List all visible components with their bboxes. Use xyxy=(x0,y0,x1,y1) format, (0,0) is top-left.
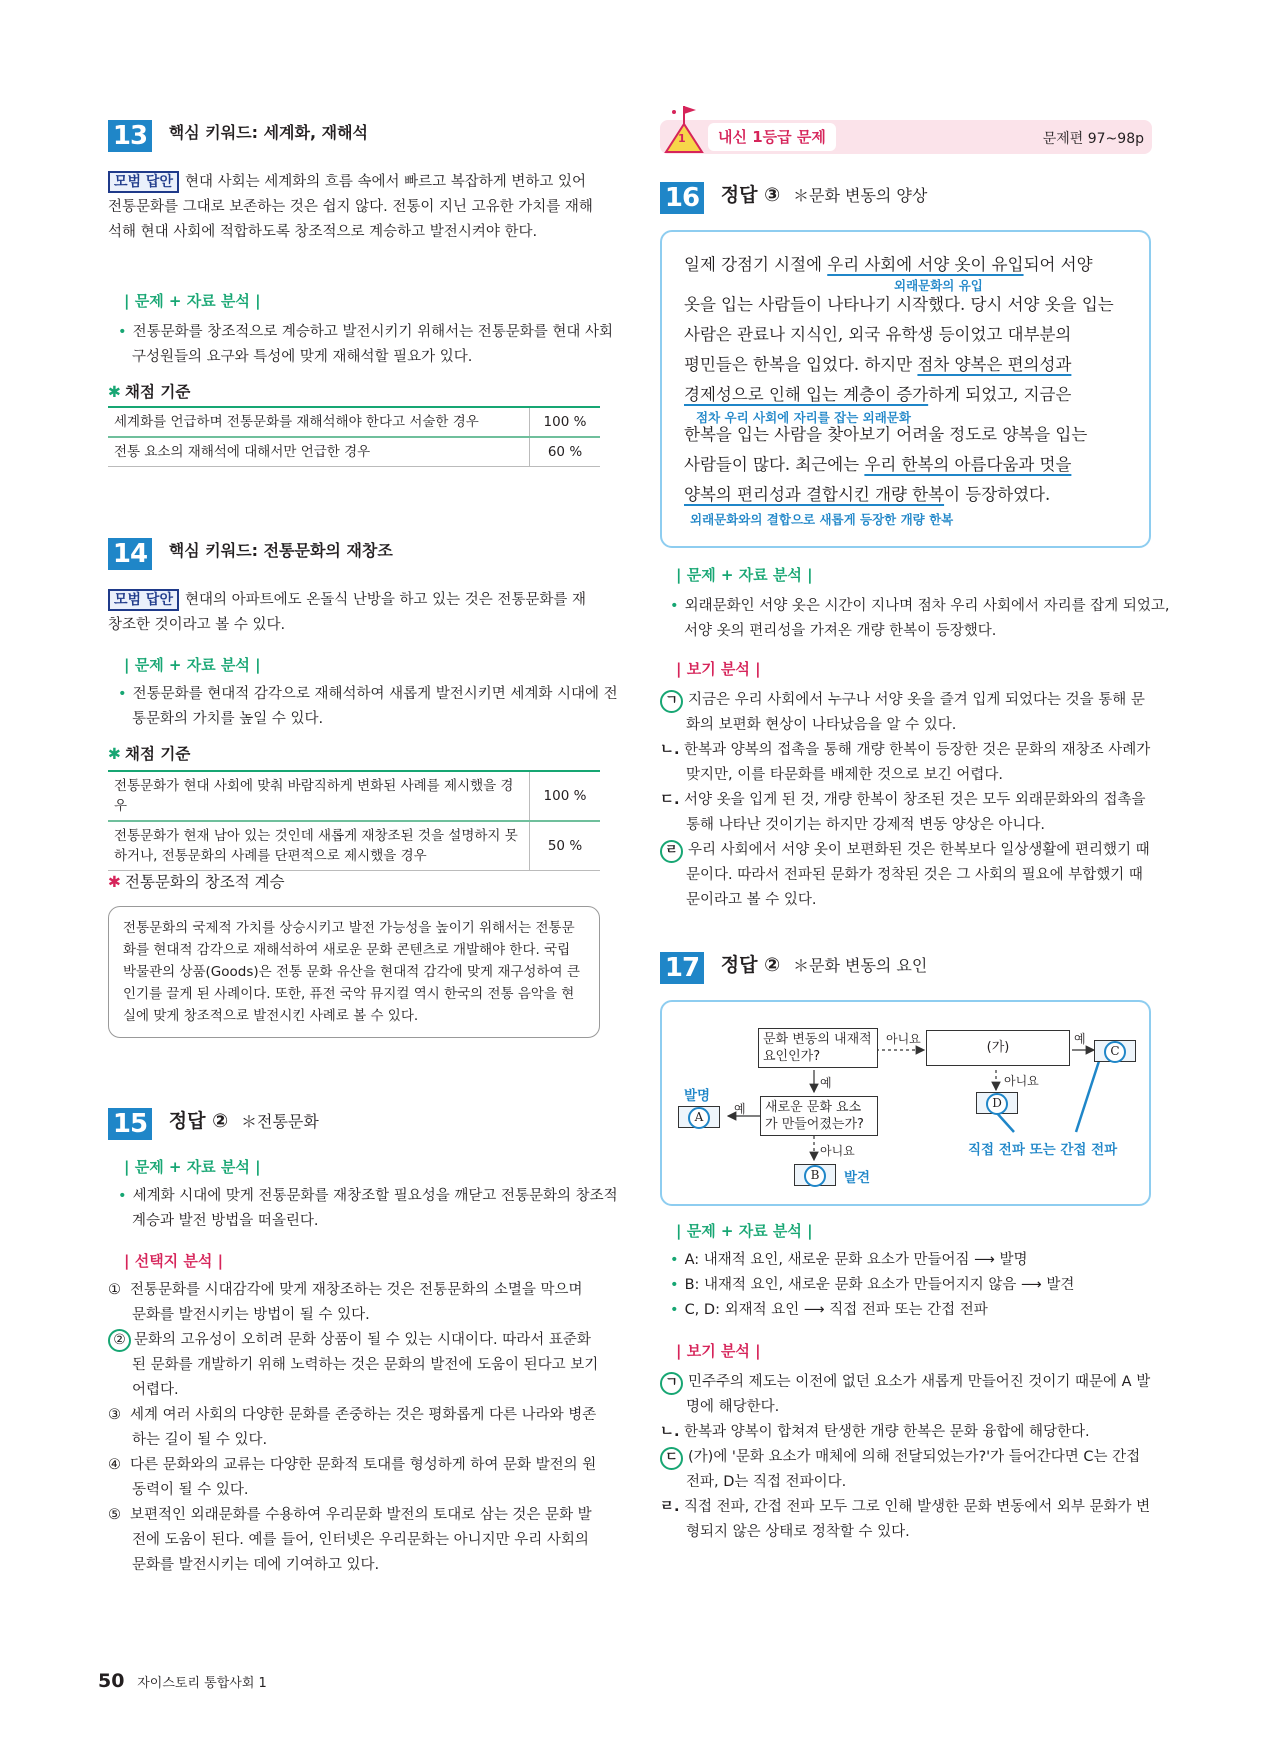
passage-line: 사람들이 많다. 최근에는 우리 한복의 아름다움과 멋을 xyxy=(684,455,1072,474)
book-title: 자이스토리 통합사회 1 xyxy=(137,1676,267,1691)
q13-heading xyxy=(108,120,368,152)
q14-extra-title: ✱ 전통문화의 창조적 계승 xyxy=(108,873,285,891)
q15-heading xyxy=(108,1106,319,1140)
q16-answer: 정답 ③ xyxy=(720,184,781,206)
criteria-text: 전통문화가 현대 사회에 맞춰 바람직하게 변화된 사례를 제시했을 경우 xyxy=(108,771,530,821)
bogi-item: ㄹ. 직접 전파, 간접 전파 모두 그로 인해 발생한 문화 변동에서 외부 문화가 변형되지 않은 상태로 정착할 수 있다. xyxy=(660,1499,1151,1540)
header-badge: 1 xyxy=(678,132,686,145)
correct-mark: ㄷ xyxy=(660,1447,683,1470)
edge-label: 예 xyxy=(734,1102,746,1116)
label-diffusion: 직접 전파 또는 간접 전파 xyxy=(968,1142,1118,1158)
section-header xyxy=(660,120,1152,154)
label-invention: 발명 xyxy=(684,1088,711,1104)
q14-heading xyxy=(108,538,393,570)
criteria-text: 전통문화가 현재 남아 있는 것인데 새롭게 재창조된 것을 설명하지 못하거나, 전통문화의 사례를 단편적으로 제시했을 경우 xyxy=(108,821,530,871)
bogi-item: ㄱ 민주주의 제도는 이전에 없던 요소가 새롭게 만들어진 것이기 때문에 A 발명에 해당한다. xyxy=(660,1370,1152,1420)
q16-bogi xyxy=(660,688,1152,913)
edge-label: 아니요 xyxy=(886,1032,921,1046)
q13-answer xyxy=(108,170,600,245)
criteria-pct: 100 % xyxy=(530,407,601,437)
q14-answer-text: 현대의 아파트에도 온돌식 난방을 하고 있는 것은 전통문화를 재창조한 것이라고 볼 수 있다. xyxy=(108,592,587,633)
q17-diagram-box xyxy=(660,1000,1151,1206)
edge-label: 아니요 xyxy=(820,1144,855,1158)
diagram-box-c: C xyxy=(1094,1040,1136,1062)
diagram-node-new-element: 새로운 문화 요소가 만들어졌는가? xyxy=(760,1096,878,1136)
footer xyxy=(98,1670,267,1692)
q13-number: 13 xyxy=(108,120,152,152)
edge-label: 예 xyxy=(1074,1032,1086,1046)
q16-analysis-title: | 문제 + 자료 분석 | xyxy=(676,566,813,584)
q14-criteria-table xyxy=(108,770,600,871)
correct-mark: ㄱ xyxy=(660,1372,683,1395)
q15-answer: 정답 ② xyxy=(168,1110,229,1132)
q16-number: 16 xyxy=(660,182,704,214)
criteria-text: 전통 요소의 재해석에 대해서만 언급한 경우 xyxy=(108,437,530,467)
model-answer-tag: 모범 답안 xyxy=(108,171,179,193)
bogi-item: ㄴ. 한복과 양복이 합쳐져 탄생한 개량 한복은 문화 융합에 해당한다. xyxy=(660,1424,1090,1440)
table-row xyxy=(108,821,600,871)
q17-analysis xyxy=(660,1248,1152,1323)
criteria-pct: 100 % xyxy=(530,771,601,821)
bogi-item: ㄷ (가)에 '문화 요소가 매체에 의해 전달되었는가?'가 들어간다면 C는 간접 전파, D는 직접 전파이다. xyxy=(660,1445,1152,1495)
page-number: 50 xyxy=(98,1670,125,1692)
bogi-item: ㄱ 지금은 우리 사회에서 누구나 서양 옷을 즐겨 입게 되었다는 것을 통해 문화의 보편화 현상이 나타났음을 알 수 있다. xyxy=(660,688,1152,738)
bogi-item: ㄹ 우리 사회에서 서양 옷이 보편화된 것은 한복보다 일상생활에 편리했기 때문이다. 따라서 전파된 문화가 정착된 것은 그 사회의 필요에 부합했기 때문이라고 볼 수 있다. xyxy=(660,838,1152,913)
star-icon: ✱ xyxy=(108,383,121,401)
q14-criteria-title: ✱ 채점 기준 xyxy=(108,745,191,763)
edge-label: 아니요 xyxy=(1004,1074,1039,1088)
q16-topic: ＊문화 변동의 양상 xyxy=(792,186,928,205)
q15-choices xyxy=(108,1278,600,1578)
annotation: 점차 우리 사회에 자리를 잡는 외래문화 xyxy=(696,410,911,425)
passage-line: 평민들은 한복을 입었다. 하지만 점차 양복은 편의성과 xyxy=(684,355,1072,374)
table-row xyxy=(108,771,600,821)
q15-analysis: • 세계화 시대에 맞게 전통문화를 재창조할 필요성을 깨닫고 전통문화의 창조적 계승과 발전 방법을 떠올린다. xyxy=(108,1184,624,1234)
q16-heading xyxy=(660,180,927,214)
passage-line: 양복의 편리성과 결합시킨 개량 한복이 등장하였다. xyxy=(684,485,1051,504)
bogi-item: ㄷ. 서양 옷을 입게 된 것, 개량 한복이 창조된 것은 모두 외래문화와의 접촉을 통해 나타난 것이기는 하지만 강제적 변동 양상은 아니다. xyxy=(660,792,1146,833)
passage-line: 경제성으로 인해 입는 계층이 증가하게 되었고, 지금은 xyxy=(684,385,1072,404)
q13-answer-text: 현대 사회는 세계화의 흐름 속에서 빠르고 복잡하게 변하고 있어 전통문화를 그대로 보존하는 것은 쉽지 않다. 전통이 지닌 고유한 가치를 재해석해 현대 사회에 적합하도록 창조적으로 계승하고 발전시켜야 한다. xyxy=(108,174,593,240)
diagram-node-internal: 문화 변동의 내재적 요인인가? xyxy=(758,1028,878,1068)
annotation: 외래문화의 유입 xyxy=(894,278,983,293)
q14-analysis-title: | 문제 + 자료 분석 | xyxy=(124,656,261,674)
correct-choice-mark: ② xyxy=(108,1329,131,1352)
passage-line: 옷을 입는 사람들이 나타나기 시작했다. 당시 서양 옷을 입는 xyxy=(684,295,1114,314)
choice-item: ④ 다른 문화와의 교류는 다양한 문화적 토대를 형성하게 하여 문화 발전의 원동력이 될 수 있다. xyxy=(108,1457,597,1498)
diagram-box-d: D xyxy=(976,1092,1018,1114)
q17-answer: 정답 ② xyxy=(720,954,781,976)
criteria-text: 세계화를 언급하며 전통문화를 재해석해야 한다고 서술한 경우 xyxy=(108,407,530,437)
q17-topic: ＊문화 변동의 요인 xyxy=(792,956,928,975)
q16-bogi-title: | 보기 분석 | xyxy=(676,660,761,678)
header-pages: 문제편 97~98p xyxy=(1042,131,1144,147)
diagram-box-a: A xyxy=(678,1106,720,1128)
q14-number: 14 xyxy=(108,538,152,570)
annotation: 외래문화와의 결합으로 새롭게 등장한 개량 한복 xyxy=(690,512,954,527)
q14-keyword: 핵심 키워드: 전통문화의 재창조 xyxy=(168,541,393,560)
header-title-pill xyxy=(708,123,836,151)
q13-analysis-title: | 문제 + 자료 분석 | xyxy=(124,292,261,310)
q17-heading xyxy=(660,950,927,984)
model-answer-tag: 모범 답안 xyxy=(108,589,179,611)
q13-analysis: • 전통문화를 창조적으로 계승하고 발전시키기 위해서는 전통문화를 현대 사회 구성원들의 요구와 특성에 맞게 재해석할 필요가 있다. xyxy=(108,320,624,370)
star-icon: ✱ xyxy=(108,873,121,891)
table-row xyxy=(108,437,600,467)
passage-line: 일제 강점기 시절에 우리 사회에 서양 옷이 유입되어 서양 xyxy=(684,255,1093,274)
edge-label: 예 xyxy=(820,1076,832,1090)
q17-bogi-title: | 보기 분석 | xyxy=(676,1342,761,1360)
choice-item: ① 전통문화를 시대감각에 맞게 재창조하는 것은 전통문화의 소멸을 막으며 문화를 발전시키는 방법이 될 수 있다. xyxy=(108,1282,583,1323)
passage-line: 사람은 관료나 지식인, 외국 유학생 등이었고 대부분의 xyxy=(684,325,1072,344)
q15-choice-title: | 선택지 분석 | xyxy=(124,1252,224,1270)
q17-number: 17 xyxy=(660,952,704,984)
q15-topic: ＊전통문화 xyxy=(240,1112,319,1131)
diagram-node-ga: (가) xyxy=(926,1030,1070,1066)
header-title: 내신 1등급 문제 xyxy=(718,128,826,146)
diagram-box-b: B xyxy=(794,1164,836,1186)
q14-answer xyxy=(108,588,600,638)
criteria-pct: 50 % xyxy=(530,821,601,871)
q15-number: 15 xyxy=(108,1108,152,1140)
star-icon: ✱ xyxy=(108,745,121,763)
choice-item: ③ 세계 여러 사회의 다양한 문화를 존중하는 것은 평화롭게 다른 나라와 병존하는 길이 될 수 있다. xyxy=(108,1407,597,1448)
label-discovery: 발견 xyxy=(844,1170,871,1186)
q14-extra-box: 전통문화의 국제적 가치를 상승시키고 발전 가능성을 높이기 위해서는 전통문화를 현대적 감각으로 재해석하여 새로운 문화 콘텐츠로 개발해야 한다. 국립 박물관의 상품(Goods)은 전통 문화 유산을 현대적 감각에 맞게 재구성하여 큰 인기를 끌게 된 사례이다. 또한, 퓨전 국악 뮤지컬 역시 한국의 전통 음악을 현실에 맞게 창조적으로 발전시킨 사례로 볼 수 있다. xyxy=(108,906,600,1038)
q13-criteria-table xyxy=(108,406,600,467)
q13-keyword: 핵심 키워드: 세계화, 재해석 xyxy=(168,123,368,142)
bogi-item: ㄴ. 한복과 양복의 접촉을 통해 개량 한복이 등장한 것은 문화의 재창조 사례가 맞지만, 이를 타문화를 배제한 것으로 보긴 어렵다. xyxy=(660,742,1151,783)
mountain-flag-icon xyxy=(662,102,706,154)
analysis-item: • B: 내재적 요인, 새로운 문화 요소가 만들어지지 않음 ⟶ 발견 xyxy=(660,1273,1152,1298)
choice-item: ⑤ 보편적인 외래문화를 수용하여 우리문화 발전의 토대로 삼는 것은 문화 발전에 도움이 된다. 예를 들어, 인터넷은 우리문화는 아니지만 우리 사회의 문화를 발전시키는 데에 기여하고 있다. xyxy=(108,1507,592,1573)
correct-mark: ㄱ xyxy=(660,690,683,713)
q14-analysis: • 전통문화를 현대적 감각으로 재해석하여 새롭게 발전시키면 세계화 시대에 전통문화의 가치를 높일 수 있다. xyxy=(108,682,624,732)
q16-passage-box xyxy=(660,230,1151,548)
criteria-pct: 60 % xyxy=(530,437,601,467)
q13-criteria-title: ✱ 채점 기준 xyxy=(108,383,191,401)
analysis-item: • A: 내재적 요인, 새로운 문화 요소가 만들어짐 ⟶ 발명 xyxy=(660,1248,1152,1273)
choice-item: ② 문화의 고유성이 오히려 문화 상품이 될 수 있는 시대이다. 따라서 표준화된 문화를 개발하기 위해 노력하는 것은 문화의 발전에 도움이 된다고 보기 어렵다. xyxy=(108,1328,600,1403)
q17-bogi xyxy=(660,1370,1152,1545)
analysis-item: • C, D: 외재적 요인 ⟶ 직접 전파 또는 간접 전파 xyxy=(660,1298,1152,1323)
table-row xyxy=(108,407,600,437)
q17-analysis-title: | 문제 + 자료 분석 | xyxy=(676,1222,813,1240)
correct-mark: ㄹ xyxy=(660,840,683,863)
q15-analysis-title: | 문제 + 자료 분석 | xyxy=(124,1158,261,1176)
passage-line: 한복을 입는 사람을 찾아보기 어려울 정도로 양복을 입는 xyxy=(684,425,1088,444)
q16-analysis: • 외래문화인 서양 옷은 시간이 지나며 점차 우리 사회에서 자리를 잡게 되었고, 서양 옷의 편리성을 가져온 개량 한복이 등장했다. xyxy=(660,594,1176,644)
